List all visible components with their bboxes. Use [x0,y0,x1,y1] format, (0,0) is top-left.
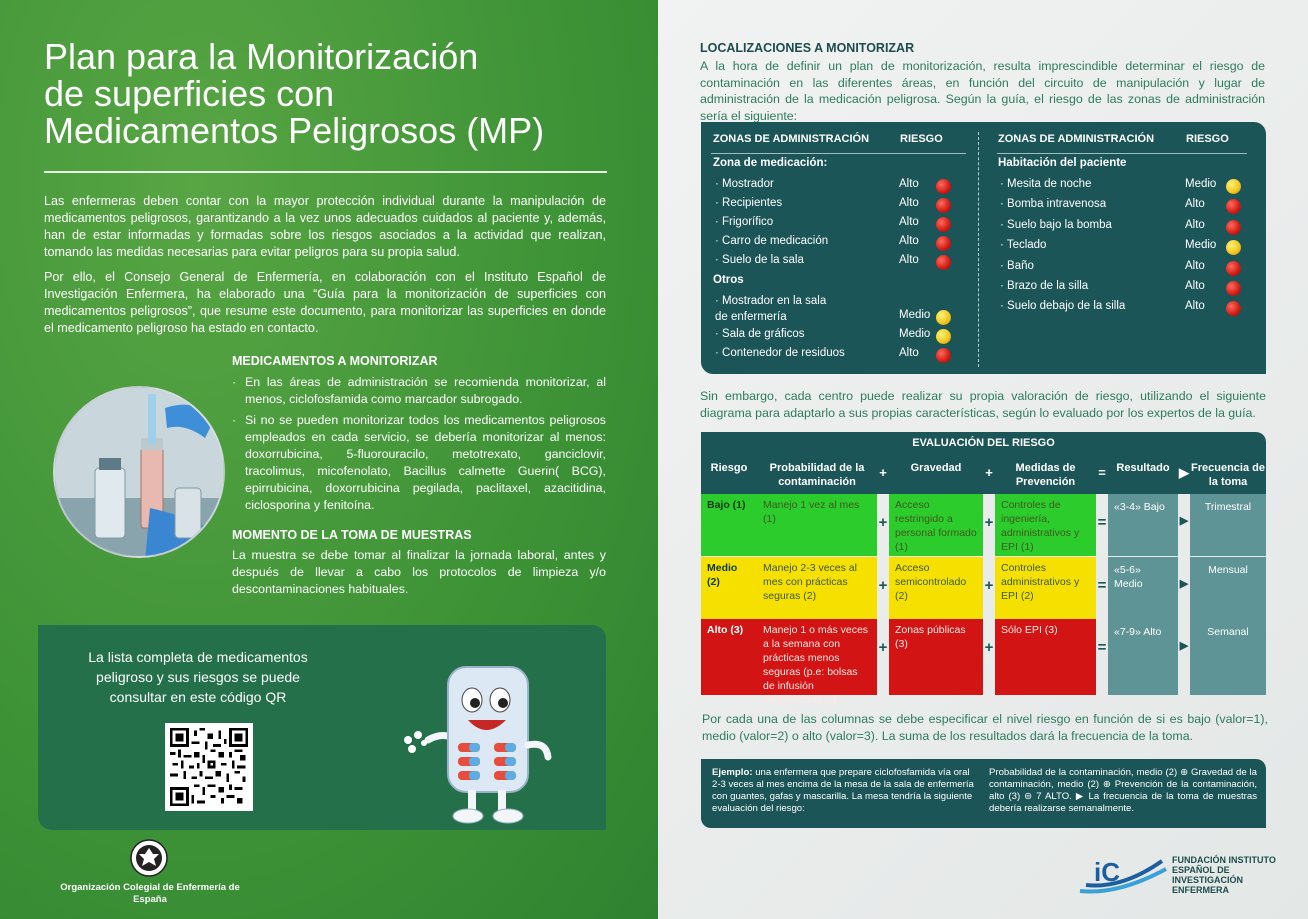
columns-text: Por cada una de las columnas se debe especificar el nivel riesgo en función de si es bajo (valor=1), medio (valor=2) o alto (valor=3). La suma de los resultados dará la frecuencia de la toma. [702,712,1268,743]
eval-operator: ▶ [1178,454,1190,494]
risk-high-dot [1226,301,1241,316]
risk-high-dot [1226,220,1241,235]
eval-operator: + [984,639,994,656]
syringe-vial-illustration [55,388,225,558]
eval-cell-grav: Acceso restringido a personal formado (1) [889,494,983,556]
eval-operator: ▶ [1179,578,1189,590]
zone-item: · Baño [1000,259,1034,272]
zones-divider [978,132,979,367]
intro-paragraph: Por ello, el Consejo General de Enfermería, en colaboración con el Instituto Español de Investigación Enfermera, ha elaborado una “Guía para la monitorización de superficies con medicamentos peligrosos”, que resume este documento, para monitorizar las superficies en donde el medicamento peligroso ha estado en contacto. [44,270,606,335]
zone-item: · Suelo debajo de la silla [1000,300,1126,313]
eval-header: Gravedad [889,454,983,494]
qr-code[interactable] [165,723,253,811]
eval-header: Frecuencia de la toma [1190,454,1266,494]
risk-high-dot [936,179,951,194]
example-box [701,759,1266,828]
zone-risk: Medio [1185,178,1217,190]
risk-high-dot [936,198,951,213]
eval-cell-prob: Manejo 1 vez al mes (1) [757,494,877,556]
intro-paragraph: Las enfermeras deben contar con la mayor protección individual durante la manipulación de medicamentos peligrosos, garantizando a la vez unos adecuados cuidados al paciente y, además, han de estar informadas y formadas sobre los riesgos asociados a la actividad que realizan, tomando las medidas necesarias para evitar peligros para su propia salud. [44,194,606,259]
zone-group-title: Otros [713,274,744,286]
zone-item: · Suelo de la sala [715,254,804,266]
eval-cell-grav: Zonas públicas (3) [889,619,983,695]
zone-item: · Contenedor de residuos [715,347,845,359]
meds-list [232,374,606,518]
eval-cell-grav: Acceso semicontrolado (2) [889,557,983,619]
eval-cell-prev: Controles de ingeniería, administrativos y EPI (1) [995,494,1096,556]
risk-high-dot [936,255,951,270]
zone-risk: Alto [1185,198,1205,211]
zone-risk: Alto [1185,218,1205,231]
valuation-text: Sin embargo, cada centro puede realizar su propia valoración de riesgo, utilizando el siguiente diagrama para adaptarlo a sus propias características, según lo evaluado por los expertos de la guía. [700,389,1266,420]
eval-header: Resultado [1108,454,1178,494]
eval-cell-result: «7-9» Alto [1108,619,1178,695]
eval-cell-freq: Trimestral [1190,494,1266,556]
zone-item: · Carro de medicación [715,235,829,247]
meds-bullet: · En las áreas de administración se recomienda monitorizar, al menos, ciclofosfamida como marcador subrogado. [232,374,606,408]
moment-body: La muestra se debe tomar al finalizar la jornada laboral, antes y después de llevar a cabo los protocolos de limpieza y/o descontaminaciones habituales. [232,548,606,596]
risk-evaluation-table [701,432,1266,706]
risk-high-dot [936,236,951,251]
eval-operator: ▶ [1179,640,1189,652]
eval-operator: = [1097,639,1107,656]
risk-high-dot [1226,199,1241,214]
risk-medium-dot [1226,240,1241,255]
eval-cell-freq: Semanal [1190,619,1266,695]
eval-operator: + [878,639,888,656]
eval-operator: ▶ [1179,515,1189,527]
eval-cell-prob: Manejo 1 o más veces a la semana con prácticas menos seguras (p.e: bolsas de infusión intravenosa) (3) [757,619,877,695]
organizacion-logo [130,839,168,877]
risk-medium-dot [936,329,951,344]
zones-header-rule [711,153,966,154]
risk-evaluation-title: EVALUACIÓN DEL RIESGO [701,432,1266,454]
zones-header-zone: ZONAS DE ADMINISTRACIÓN [713,133,870,145]
zone-item: · Bomba intravenosa [1000,198,1107,211]
eval-operator: = [1097,514,1107,531]
eval-cell-level: Medio (2) [701,557,757,619]
risk-high-dot [1226,281,1241,296]
zone-risk: Alto [899,216,919,228]
zone-item: · Mostrador en la sala de enfermería [715,295,827,323]
zone-risk: Alto [899,235,919,247]
qr-text: La lista completa de medicamentos peligroso y sus riesgos se puede consultar en este código QR [88,649,308,705]
zone-item: · Teclado [1000,239,1047,252]
zone-risk: Alto [1185,280,1205,292]
eval-cell-freq: Mensual [1190,557,1266,619]
eval-header: Medidas de Prevención [995,454,1096,494]
zone-item: · Frigorífico [715,216,774,228]
zone-risk: Alto [899,178,919,190]
zone-risk: Alto [899,347,919,359]
organizacion-name: Organización Colegial de Enfermería de España [60,882,240,905]
eval-cell-level: Alto (3) [701,619,757,695]
zone-item: · Suelo bajo la bomba [1000,218,1112,231]
risk-high-dot [936,217,951,232]
zone-risk: Medio [1185,239,1217,252]
svg-text:iC: iC [1094,857,1120,887]
qr-code-icon [170,728,248,806]
eval-operator: + [878,577,888,594]
eval-operator: + [877,454,889,494]
eval-header: Riesgo [701,454,757,494]
zone-item: · Sala de gráficos [715,328,805,340]
zone-item: · Brazo de la silla [1000,280,1089,292]
zone-group-title: Zona de medicación: [713,157,828,169]
example-body: una enfermera que prepare ciclofosfamida vía oral 2-3 veces al mes encima de la mesa de la sala de enfermería con guantes, gafas y mascarilla. La mesa tendría la siguiente evaluación del riesgo: [712,767,974,814]
title-line: Medicamentos Peligrosos (MP) [44,110,545,151]
eval-cell-level: Bajo (1) [701,494,757,556]
zone-item: · Recipientes [715,197,783,209]
eval-operator: + [878,514,888,531]
risk-high-dot [936,348,951,363]
zone-risk: Alto [899,197,919,209]
eval-operator: + [983,454,995,494]
zones-table [701,122,1266,374]
eval-cell-result: «5-6» Medio [1108,557,1178,619]
zones-header-rule [997,153,1247,154]
meds-title: MEDICAMENTOS A MONITORIZAR [232,354,438,368]
eval-header: Probabilidad de la contaminación [757,454,877,494]
locations-body: A la hora de definir un plan de monitorización, resulta imprescindible determinar el riesgo de contaminación en las diferentes áreas, en función del circuito de manipulación y lugar de administración de la medicación peligrosa. Según la guía, el riesgo de las zonas de administración sería el siguiente: [700,59,1265,123]
zone-risk: Alto [1185,300,1205,313]
eval-cell-prev: Controles administrativos y EPI (2) [995,557,1096,619]
risk-medium-dot [1226,179,1241,194]
right-panel [658,0,1308,919]
meds-bullet: · Si no se pueden monitorizar todos los medicamentos peligrosos empleados en cada servicio, se debería monitorizar al menos: doxorrubicina, 5-fluorouracilo, metotrexato, ganciclovir, tracolimus, micofenolato, Bacillus calmette Guerin( BCG), epirrubicina, doxorrubicina pegilada, paclitaxel, azacitidina, ciclosporina y fenitoína. [232,412,606,514]
example-text-2: Probabilidad de la contaminación, medio (2) ⊕ Gravedad de la contaminación, medio (2) ⊕ Prevención de la contaminación, alto (3) ⊜ 7 ALTO. ▶ La frecuencia de la toma de muestras debería realizarse semanalmente. [989,767,1257,814]
fundacion-name: FUNDACIÓN INSTITUTO ESPAÑOL DE INVESTIGACIÓN ENFERMERA [1172,855,1276,895]
zones-header-risk: RIESGO [1186,133,1229,145]
eval-operator: + [984,577,994,594]
eval-operator: + [984,514,994,531]
eval-operator: = [1097,577,1107,594]
risk-high-dot [1226,261,1241,276]
intro-text [44,193,606,337]
pill-mascot-illustration [388,645,578,827]
moment-title: MOMENTO DE LA TOMA DE MUESTRAS [232,528,472,542]
locations-title: LOCALIZACIONES A MONITORIZAR [700,41,915,55]
zone-risk: Medio [899,328,931,340]
qr-box [38,625,606,830]
zone-risk: Medio [899,309,931,321]
zone-item: · Mesita de noche [1000,178,1092,190]
zone-risk: Alto [899,254,919,266]
eval-cell-prob: Manejo 2-3 veces al mes con prácticas seguras (2) [757,557,877,619]
eval-operator: = [1096,454,1108,494]
zones-header-zone: ZONAS DE ADMINISTRACIÓN [998,133,1155,145]
zone-risk: Alto [1185,259,1205,272]
fundacion-logo [1078,851,1168,899]
lab-photo [53,386,225,558]
title-divider [44,171,607,173]
eval-cell-result: «3-4» Bajo [1108,494,1178,556]
example-label: Ejemplo: [712,767,753,778]
title-line: de superficies con [44,73,335,114]
risk-medium-dot [936,310,951,325]
zone-group-title: Habitación del paciente [998,157,1127,169]
title-line: Plan para la Monitorización [44,36,479,77]
page-title [44,38,624,149]
zone-item: · Mostrador [715,178,774,190]
example-text-1 [712,767,977,815]
eval-cell-prev: Sólo EPI (3) [995,619,1096,695]
zones-header-risk: RIESGO [900,133,943,145]
